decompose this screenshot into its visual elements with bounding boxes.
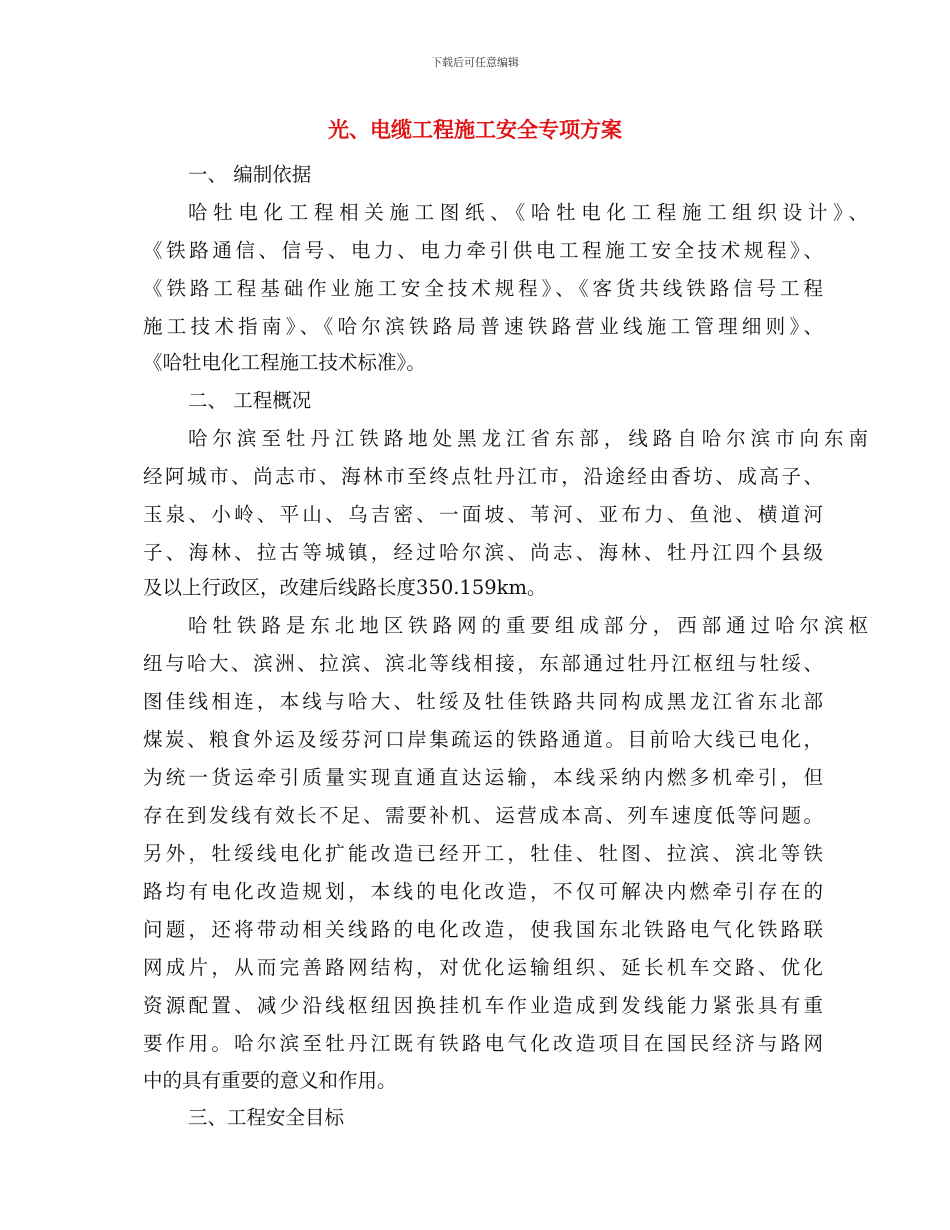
- paragraph-line: 另外，牡绥线电化扩能改造已经开工，牡佳、牡图、拉滨、滨北等铁: [143, 842, 823, 865]
- paragraph-line: 玉泉、小岭、平山、乌吉密、一面坡、苇河、亚布力、鱼池、横道河: [143, 503, 823, 526]
- paragraph-line: 哈尔滨至牡丹江铁路地处黑龙江省东部，线路自哈尔滨市向东南: [188, 427, 868, 450]
- paragraph-line: 纽与哈大、滨洲、拉滨、滨北等线相接，东部通过牡丹江枢纽与牡绥、: [143, 652, 823, 675]
- section-heading-overview: 二、 工程概况: [188, 389, 312, 412]
- paragraph-line: 及以上行政区，改建后线路长度350.159km。: [143, 576, 547, 599]
- paragraph-line: 施工技术指南》、《哈尔滨铁路局普速铁路营业线施工管理细则》、: [143, 315, 823, 338]
- paragraph-line: 为统一货运牵引质量实现直通直达运输，本线采纳内燃多机牵引，但: [143, 766, 823, 789]
- document-title: 光、电缆工程施工安全专项方案: [328, 118, 622, 142]
- paragraph-line: 问题，还将带动相关线路的电化改造，使我国东北铁路电气化铁路联: [143, 918, 823, 941]
- paragraph-line: 煤炭、粮食外运及绥芬河口岸集疏运的铁路通道。目前哈大线已电化，: [143, 728, 823, 751]
- paragraph-line: 要作用。哈尔滨至牡丹江既有铁路电气化改造项目在国民经济与路网: [143, 1032, 823, 1055]
- paragraph-line: 《铁路通信、信号、电力、电力牵引供电工程施工安全技术规程》、: [143, 239, 823, 262]
- section-heading-safety-goals: 三、工程安全目标: [188, 1106, 345, 1129]
- paragraph-line: 资源配置、减少沿线枢纽因换挂机车作业造成到发线能力紧张具有重: [143, 994, 823, 1017]
- paragraph-line: 《哈牡电化工程施工技术标准》。: [143, 351, 426, 374]
- paragraph-line: 图佳线相连，本线与哈大、牡绥及牡佳铁路共同构成黑龙江省东北部: [143, 690, 823, 713]
- paragraph-line: 经阿城市、尚志市、海林市至终点牡丹江市，沿途经由香坊、成高子、: [143, 465, 823, 488]
- paragraph-line: 哈牡铁路是东北地区铁路网的重要组成部分，西部通过哈尔滨枢: [188, 614, 868, 637]
- paragraph-line: 《铁路工程基础作业施工安全技术规程》、《客货共线铁路信号工程: [143, 277, 823, 300]
- paragraph-line: 路均有电化改造规划，本线的电化改造，不仅可解决内燃牵引存在的: [143, 880, 823, 903]
- paragraph-line: 中的具有重要的意义和作用。: [143, 1069, 397, 1092]
- section-heading-basis: 一、 编制依据: [188, 163, 312, 186]
- paragraph-line: 网成片，从而完善路网结构，对优化运输组织、延长机车交路、优化: [143, 956, 823, 979]
- paragraph-line: 子、海林、拉古等城镇，经过哈尔滨、尚志、海林、牡丹江四个县级: [143, 541, 823, 564]
- download-note: 下载后可任意编辑: [431, 56, 519, 69]
- paragraph-line: 哈牡电化工程相关施工图纸、《哈牡电化工程施工组织设计》、: [188, 201, 868, 224]
- paragraph-line: 存在到发线有效长不足、需要补机、运营成本高、列车速度低等问题。: [143, 804, 823, 827]
